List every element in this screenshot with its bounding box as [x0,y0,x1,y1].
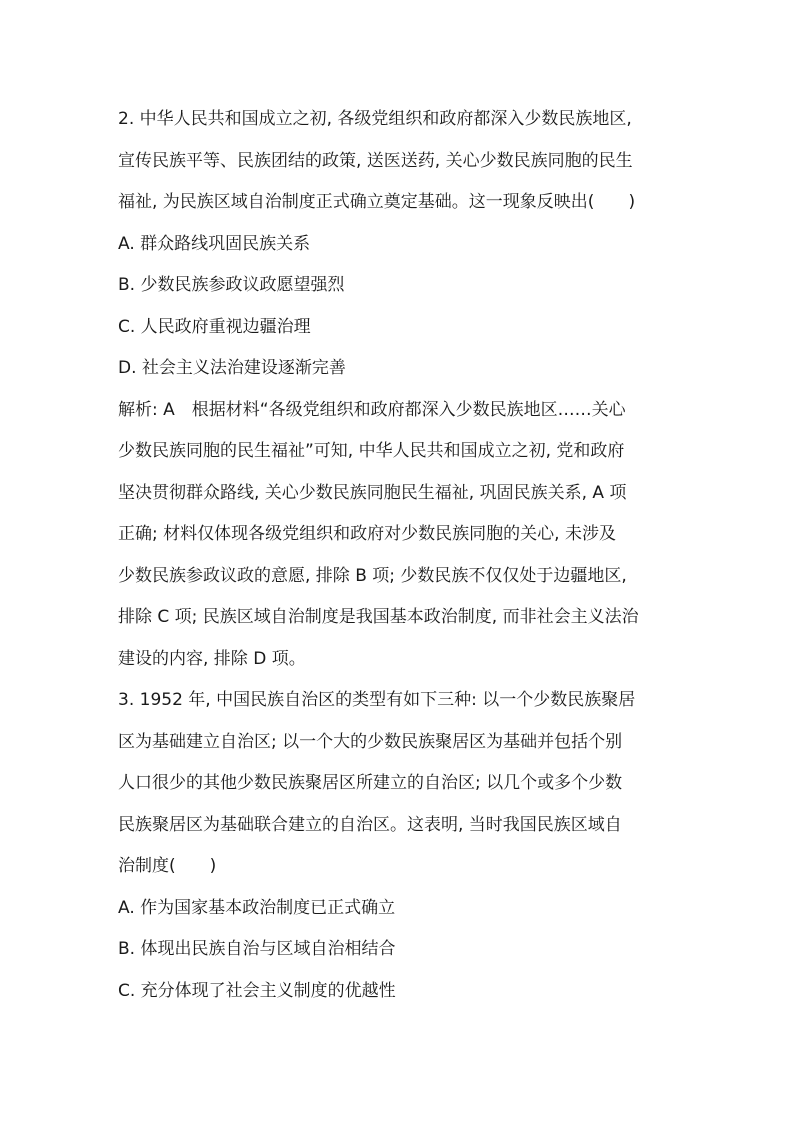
question-3 [118,680,680,1012]
question-3-stem-line: 3. 1952 年, 中国民族自治区的类型有如下三种: 以一个少数民族聚居 [118,690,636,710]
question-3-option-c: C. 充分体现了社会主义制度的优越性 [118,980,396,1001]
question-2-option-b: B. 少数民族参政议政愿望强烈 [118,275,345,295]
question-3-option-a: A. 作为国家基本政治制度已正式确立 [118,897,396,918]
question-3-stem-line: 人口很少的其他少数民族聚居区所建立的自治区; 以几个或多个少数 [118,773,623,793]
question-2-stem-line: 宣传民族平等、民族团结的政策, 送医送药, 关心少数民族同胞的民生 [118,150,633,171]
question-2-option-d: D. 社会主义法治建设逐渐完善 [118,358,346,378]
question-2-analysis-line: 建设的内容, 排除 D 项。 [118,648,306,669]
question-2-analysis-line: 正确; 材料仅体现各级党组织和政府对少数民族同胞的关心, 未涉及 [118,524,616,544]
question-3-stem-line: 民族聚居区为基础联合建立的自治区。这表明, 当时我国民族区域自 [118,814,622,835]
question-2-stem-line: 福祉, 为民族区域自治制度正式确立奠定基础。这一现象反映出( ) [118,192,636,212]
question-3-stem-line: 区为基础建立自治区; 以一个大的少数民族聚居区为基础并包括个别 [118,731,623,752]
question-2-analysis-line: 坚决贯彻群众路线, 关心少数民族同胞民生福祉, 巩固民族关系, A 项 [118,482,627,503]
question-2-analysis-line: 排除 C 项; 民族区域自治制度是我国基本政治制度, 而非社会主义法治 [118,607,639,627]
question-2-analysis-line: 少数民族参政议政的意愿, 排除 B 项; 少数民族不仅仅处于边疆地区, [118,565,627,586]
question-2-analysis-line: 解析: A 根据材料“各级党组织和政府都深入少数民族地区……关心 [118,399,626,420]
question-2-option-a: A. 群众路线巩固民族关系 [118,233,311,254]
question-3-stem-line: 治制度( ) [118,856,217,876]
question-3-option-b: B. 体现出民族自治与区域自治相结合 [118,939,396,959]
question-2-analysis-line: 少数民族同胞的民生福祉”可知, 中华人民共和国成立之初, 党和政府 [118,441,625,461]
question-2-stem-line: 2. 中华人民共和国成立之初, 各级党组织和政府都深入少数民族地区, [118,109,632,129]
question-2-option-c: C. 人民政府重视边疆治理 [118,316,311,337]
question-content [118,99,680,1012]
question-2 [118,99,680,680]
